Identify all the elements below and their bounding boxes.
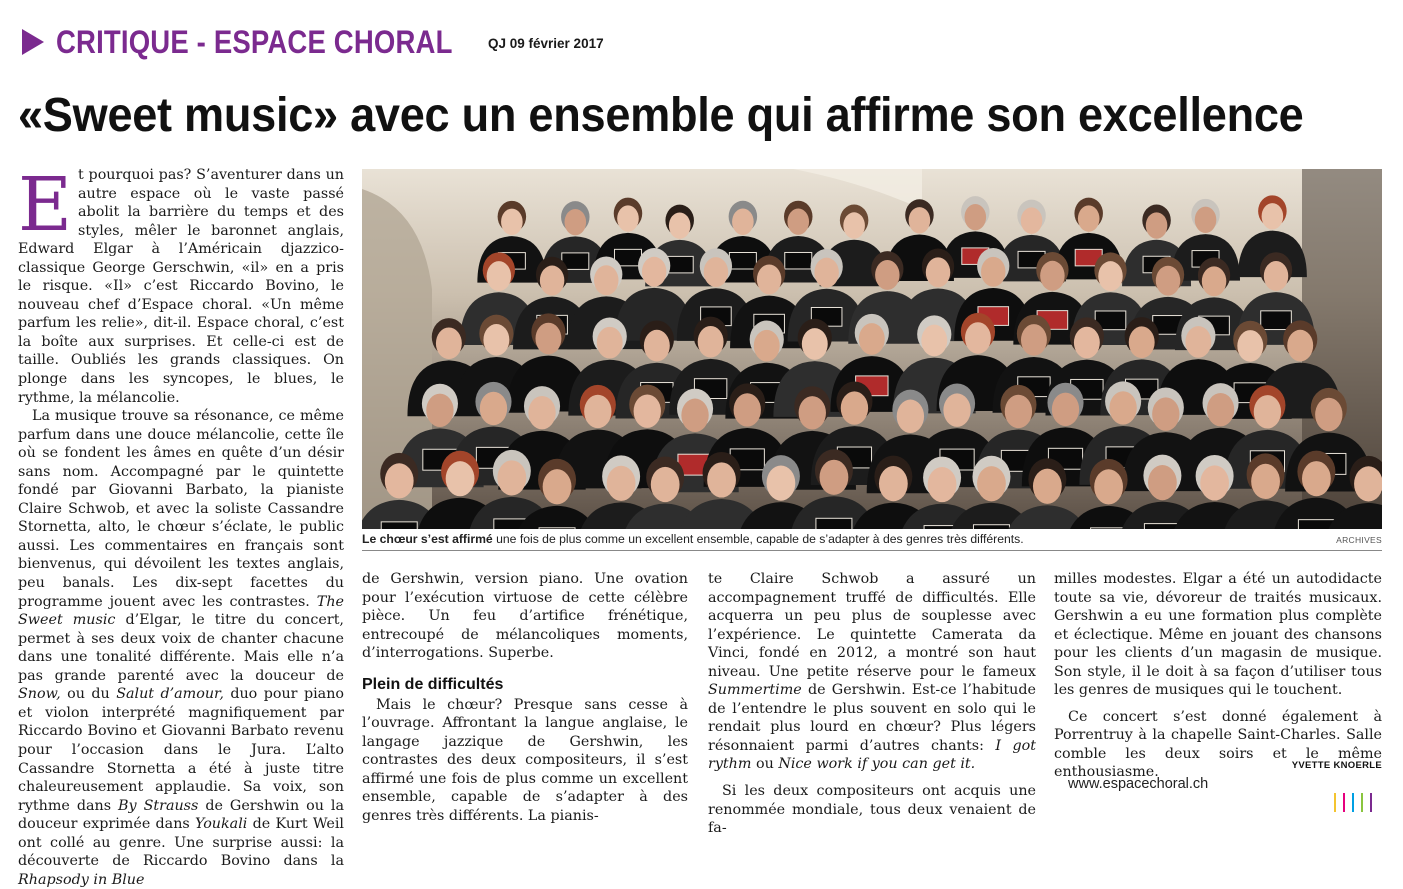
singer-face bbox=[1152, 397, 1179, 430]
work-title: Salut d’amour, bbox=[116, 686, 224, 703]
article-paragraph bbox=[708, 570, 1036, 774]
singer-face bbox=[584, 395, 611, 428]
work-title: Summertime bbox=[708, 682, 802, 699]
singer-face bbox=[704, 257, 728, 287]
paragraph-text: La musique trouve sa résonance, ce même parfum dans une douce mélancolie, cette île où se fondent les âmes en quête d’un désir sans nom. Accompagné par le quintette fondé par Giovanni Barbato, la pianiste Claire Schwob, et avec la soliste Cassandre Stornetta, alto, le chœur s’éclate, le public aussi. Les commentaires en français sont bienvenus, qui dévoilent les textes anglais, peu banals. Les dix-sept facettes du programme jouent avec les contrastes. bbox=[18, 408, 344, 610]
singer-face bbox=[921, 325, 947, 357]
singer-face bbox=[446, 461, 475, 496]
article-paragraph: Si les deux compositeurs ont acquis une renommée mondiale, tous deux venaient de fa- bbox=[708, 783, 1036, 837]
singer-face bbox=[799, 396, 826, 429]
singer-face bbox=[497, 460, 526, 495]
singer-face bbox=[1148, 465, 1177, 500]
singer-face bbox=[644, 330, 670, 362]
singer-face bbox=[814, 258, 838, 288]
article-column-1 bbox=[18, 162, 345, 889]
choir-photo-illustration bbox=[362, 169, 1382, 529]
singer-face bbox=[707, 462, 736, 497]
singer-face bbox=[897, 400, 924, 433]
publication-date: QJ 09 février 2017 bbox=[488, 36, 604, 51]
singer-face bbox=[1021, 324, 1047, 356]
singer-face bbox=[977, 466, 1006, 501]
singer-face bbox=[1302, 461, 1331, 496]
article-paragraph: Ce concert s’est donné également à Porrentruy à la chapelle Saint-Charles. Salle comble les deux soirs et le même enthousiasme. bbox=[1054, 708, 1382, 781]
singer-face bbox=[841, 391, 868, 424]
singer-face bbox=[617, 205, 639, 231]
singer-face bbox=[487, 261, 511, 291]
paragraph-text: de Gershwin ou la douceur exprimée dans bbox=[18, 797, 345, 833]
singer-face bbox=[1251, 464, 1280, 499]
singer-face bbox=[1078, 205, 1100, 231]
work-title: Rhapsody in Blue bbox=[18, 871, 145, 888]
singer-face bbox=[1094, 469, 1123, 504]
singer-face bbox=[926, 257, 950, 287]
singer-face bbox=[732, 209, 754, 235]
article-column-3 bbox=[708, 570, 1036, 838]
article-paragraph: milles modestes. Elgar a été un autodidacte toute sa vie, dévoreur de traités musicaux. Gershwin a eu une formation plus complète et éclectique. Même en jouant des chansons pour les clients d’un magasin de musique. Son style, il le doit à sa façon d’utiliser tous les genres de musiques qui le touchent. bbox=[1054, 571, 1382, 699]
work-title: The Sweet music bbox=[18, 593, 345, 629]
singer-face bbox=[1156, 266, 1180, 296]
singer-face bbox=[501, 209, 523, 235]
singer-face bbox=[1040, 261, 1064, 291]
singer-face bbox=[634, 394, 661, 427]
singer-face bbox=[943, 393, 970, 426]
singer-face bbox=[767, 466, 796, 501]
website-link[interactable]: www.espacechoral.ch bbox=[1068, 776, 1209, 792]
singer-face bbox=[757, 264, 781, 294]
music-folder bbox=[1298, 520, 1334, 529]
singer-face bbox=[565, 209, 587, 235]
section-kicker-text: CRITIQUE - ESPACE CHORAL bbox=[56, 23, 453, 60]
music-folder bbox=[1091, 528, 1127, 529]
singer-face bbox=[843, 212, 865, 238]
singer-face bbox=[1262, 203, 1284, 229]
singer-face bbox=[528, 396, 555, 429]
singer-face bbox=[1200, 465, 1229, 500]
color-bar bbox=[1370, 793, 1372, 812]
singer-face bbox=[1195, 207, 1217, 233]
singer-face bbox=[535, 323, 561, 355]
color-bars bbox=[1334, 793, 1372, 812]
singer-face bbox=[1074, 327, 1100, 359]
singer-face bbox=[1254, 395, 1281, 428]
singer-face bbox=[594, 265, 618, 295]
singer-face bbox=[1237, 330, 1263, 362]
singer-face bbox=[1185, 326, 1211, 358]
work-title: Nice work if you can get it. bbox=[778, 756, 976, 773]
singer-face bbox=[426, 394, 453, 427]
singer-face bbox=[1315, 398, 1342, 431]
singer-face bbox=[607, 466, 636, 501]
article-headline: «Sweet music» avec un ensemble qui affirme son excellence bbox=[18, 89, 1304, 142]
singer-face bbox=[1021, 207, 1043, 233]
paragraph-text: duo pour piano et violon interprété magnifiquement par Riccardo Bovino et Giovanni Barbato revenu pour l’occasion dans le Jura. L’alto Cassandre Stornetta a été à juste titre chaleureusement applaudie. Sa voix, son rythme dans bbox=[18, 686, 345, 814]
singer-face bbox=[1005, 395, 1032, 428]
singer-face bbox=[875, 260, 899, 290]
singer-face bbox=[965, 204, 987, 230]
singer-face bbox=[669, 212, 691, 238]
singer-face bbox=[820, 460, 849, 495]
article-column-2 bbox=[362, 570, 688, 826]
singer-face bbox=[734, 393, 761, 426]
article-paragraph: de Gershwin, version piano. Une ovation pour l’exécution virtuose de cette célèbre pièce. Un feu d’artifice frénétique, entrecoupé de mélancoliques moments, d’interrogations. Superbe. bbox=[362, 571, 688, 662]
work-title: Snow, bbox=[18, 686, 61, 703]
paragraph-text: de Gershwin. Est-ce l’habitude de l’entendre le plus souvent en solo qui le rendait plus lourd en chœur? Plus légers résonnaient parmi d’autres chants: bbox=[708, 682, 1036, 754]
paragraph-text: ou du bbox=[67, 686, 110, 703]
music-folder bbox=[381, 522, 417, 529]
singer-face bbox=[543, 469, 572, 504]
singer-face bbox=[436, 327, 462, 359]
singer-face bbox=[859, 323, 885, 355]
music-folder bbox=[785, 252, 812, 269]
singer-face bbox=[909, 207, 931, 233]
singer-face bbox=[802, 328, 828, 360]
photo-credit: ARCHIVES bbox=[1336, 535, 1382, 545]
color-bar bbox=[1343, 793, 1345, 812]
photo-caption bbox=[362, 530, 1382, 551]
singer-face bbox=[483, 324, 509, 356]
color-bar bbox=[1334, 793, 1336, 812]
paragraph-text: de Kurt Weil ont collé au genre. Une surprise aussi: la découverte de Riccardo Bovino dans la bbox=[18, 816, 344, 870]
singer-face bbox=[1052, 393, 1079, 426]
singer-face bbox=[1202, 266, 1226, 296]
section-kicker bbox=[22, 22, 517, 62]
singer-face bbox=[597, 327, 623, 359]
paragraph-text: te Claire Schwob a assuré un accompagnement truffé de difficultés. Elle acquerra un peu plus de souplesse avec l’expérience. Le quintette Camerata da Vinci, fondé en 2012, a montré son haut niveau. Une petite réserve pour le fameux bbox=[708, 571, 1036, 680]
singer-face bbox=[965, 322, 991, 354]
singer-face bbox=[981, 257, 1005, 287]
triangle-arrow-icon bbox=[22, 29, 44, 55]
paragraph-text: ou bbox=[755, 756, 774, 773]
singer-face bbox=[754, 330, 780, 362]
caption-lead: Le chœur s’est affirmé bbox=[362, 532, 493, 546]
paragraph-text: d’Elgar, le titre du concert, permet à ses deux voix de chanter chacune dans une tonalité différente. Mais elle n’a pas grande parenté avec la douceur de bbox=[18, 612, 344, 684]
article-paragraph: Mais le chœur? Presque sans cesse à l’ouvrage. Affrontant la langue anglaise, le langage jazzique de Gershwin, les contrastes des deux compositeurs, il s’est affirmé une fois de plus comme un excellent ensemble, capable de s’adapter à des genres très différents. La pianis- bbox=[362, 696, 688, 825]
music-folder bbox=[1261, 311, 1292, 330]
article-paragraph bbox=[18, 407, 344, 889]
singer-face bbox=[1109, 391, 1136, 424]
paragraph-text: t pourquoi pas? S’aventurer dans un autre espace où le vaste passé abolit la barrière du temps et des styles, mêler le baronnet anglais, Edward Elgar à l’Américain djazzico-classique George Gerschwin, «il» en a pris le risque. «Il» c’est Riccardo Bovino, le nouveau chef d’Espace choral. «Un même parfum les relie», dit-il. Espace choral, c’est la boîte aux surprises. Et celle-ci est de taille. Oubliés les grands classiques. On plonge dans les syncopes, le blues, le rythme, la mélancolie. bbox=[18, 167, 344, 406]
music-folder bbox=[816, 518, 852, 529]
singer-face bbox=[1146, 212, 1168, 238]
color-bar bbox=[1352, 793, 1354, 812]
singer-face bbox=[1033, 469, 1062, 504]
music-folder bbox=[539, 528, 575, 529]
music-folder bbox=[729, 253, 756, 269]
singer-face bbox=[698, 326, 724, 358]
work-title: I got rythm bbox=[708, 737, 1037, 773]
singer-face bbox=[385, 463, 414, 498]
article-column-4 bbox=[1054, 570, 1382, 782]
author-byline: YVETTE KNOERLE bbox=[1291, 760, 1382, 771]
singer-face bbox=[540, 266, 564, 296]
singer-face bbox=[681, 399, 708, 432]
drop-cap: E bbox=[18, 162, 73, 248]
singer-face bbox=[1354, 466, 1382, 501]
singer-face bbox=[1207, 393, 1234, 426]
singer-face bbox=[651, 467, 680, 502]
work-title: By Strauss bbox=[118, 797, 199, 814]
singer-face bbox=[480, 392, 507, 425]
work-title: Youkali bbox=[195, 816, 248, 833]
music-folder bbox=[973, 525, 1009, 529]
singer-face bbox=[1098, 261, 1122, 291]
choir-photo bbox=[362, 169, 1382, 529]
singer-face bbox=[928, 467, 957, 502]
singer-face bbox=[787, 209, 809, 235]
singer-face bbox=[879, 466, 908, 501]
singer-face bbox=[1129, 326, 1155, 358]
article-paragraph bbox=[18, 162, 344, 407]
singer-face bbox=[1264, 261, 1288, 291]
singer-face bbox=[642, 257, 666, 287]
color-bar bbox=[1361, 793, 1363, 812]
subheading: Plein de difficultés bbox=[362, 675, 504, 693]
singer-face bbox=[1287, 330, 1313, 362]
caption-text: une fois de plus comme un excellent ensemble, capable de s’adapter à des genres très différents. bbox=[496, 532, 1024, 546]
